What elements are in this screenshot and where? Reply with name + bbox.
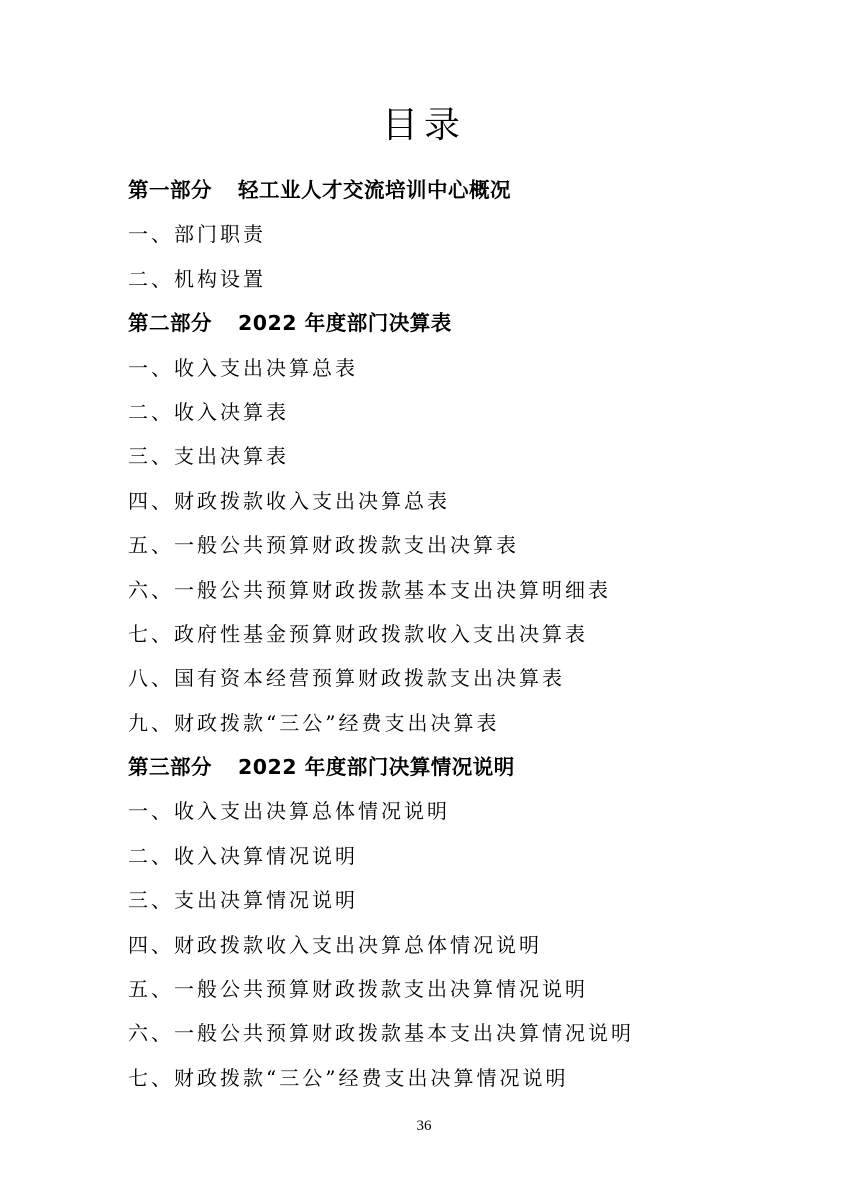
toc-item: 三、支出决算表 [128,444,289,469]
toc-item: 八、国有资本经营预算财政拨款支出决算表 [128,666,565,691]
toc-item: 六、一般公共预算财政拨款基本支出决算明细表 [128,577,611,602]
toc-item: 九、财政拨款“三公”经费支出决算表 [128,710,500,735]
part-title: 2022 年度部门决算情况说明 [238,755,515,780]
toc-item: 三、支出决算情况说明 [128,888,358,913]
toc-item: 五、一般公共预算财政拨款支出决算表 [128,533,519,558]
toc-item: 二、收入决算表 [128,399,289,424]
part-label: 第一部分 [128,178,212,202]
toc-item: 四、财政拨款收入支出决算总表 [128,488,450,513]
part-title: 轻工业人才交流培训中心概况 [238,178,511,202]
toc-item: 二、机构设置 [128,266,266,291]
toc-item: 七、政府性基金预算财政拨款收入支出决算表 [128,621,588,646]
part-label: 第二部分 [128,311,212,336]
toc-item: 六、一般公共预算财政拨款基本支出决算情况说明 [128,1021,634,1046]
part-title: 2022 年度部门决算表 [238,311,452,336]
toc-part-2-heading [128,301,768,345]
toc-item: 二、收入决算情况说明 [128,843,358,868]
part-label: 第三部分 [128,755,212,780]
toc-item: 一、收入支出决算总体情况说明 [128,799,450,824]
toc-item: 五、一般公共预算财政拨款支出决算情况说明 [128,977,588,1002]
toc-item: 四、财政拨款收入支出决算总体情况说明 [128,932,542,957]
table-of-contents [128,168,768,1100]
page-number: 36 [416,1118,432,1134]
page-title: 目录 [381,105,466,146]
toc-part-3-heading [128,745,768,789]
toc-part-1-heading [128,168,768,212]
toc-item: 七、财政拨款“三公”经费支出决算情况说明 [128,1065,569,1090]
toc-item: 一、部门职责 [128,222,266,247]
toc-item: 一、收入支出决算总表 [128,355,358,380]
